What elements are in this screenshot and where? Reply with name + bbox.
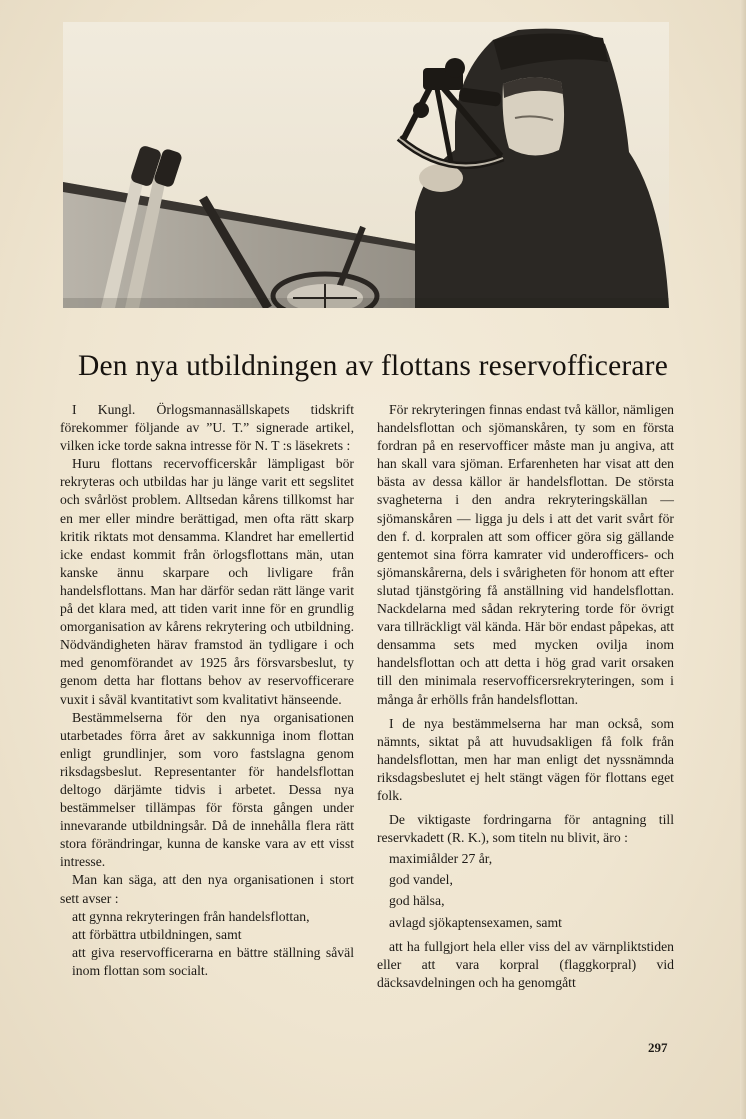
paragraph: Bestämmelserna för den nya organisationen utarbetades förra året av sakkunniga inom flottan enligt grundlinjer, som voro fastslagna genom riksdagsbeslut. Representanter för handelsflottan deltogo därjämte tidvis i arbetet. Dessa nya bestämmelser tillämpas för första gången under innevarande utbildningsår. Då de innehålla flera rätt stora förändringar, kunna de kanske vara av ett visst intresse. xyxy=(60,709,354,870)
right-column xyxy=(377,401,674,992)
paragraph: Huru flottans recervofficerskår lämpligast bör rekryteras och utbildas har ju länge varit ett segslitet och svårlöst problem. Alltsedan kårens tillkomst har en mer eller mindre berättigad, men ofta rätt skarp kritik riktats mot densamma. Klandret har emellertid icke endast kommit från örlogsflottans män, utan kanske ännu skarpare och livligare från handelsflottans. Man har därför sedan rätt länge varit på det klara med, att tiden varit inne för en grundlig omorganisation av kårens rekrytering och utbildning. Nödvändigheten härav framstod än tydligare i och med genomförandet av 1925 års försvarsbeslut, ty genom detta har flottans behov av reservofficerare vuxit i såväl kvantitativt som kvalitativt hänseende. xyxy=(60,456,354,707)
list-item: maximiålder 27 år, xyxy=(389,851,493,867)
sextant-officer-photo xyxy=(63,22,669,308)
page-number: 297 xyxy=(648,1040,668,1055)
photo-illustration xyxy=(63,22,669,308)
left-column xyxy=(60,401,354,980)
list-item: avlagd sjökaptensexamen, samt xyxy=(389,914,562,930)
list-item: god hälsa, xyxy=(389,893,445,909)
list-item: god vandel, xyxy=(389,872,453,888)
list-item: att förbättra utbildningen, samt xyxy=(72,926,242,942)
page-edge xyxy=(740,0,746,1119)
paragraph: att ha fullgjort hela eller viss del av värnpliktstiden eller att vara korpral (flaggkorpral) vid däcksavdelningen och ha genomgått xyxy=(377,938,674,990)
paragraph: Man kan säga, att den nya organisationen i stort sett avser : xyxy=(60,872,354,906)
list-item: att giva reservofficerarna en bättre ställning såväl inom flottan som socialt. xyxy=(72,944,354,978)
paragraph: De viktigaste fordringarna för antagning till reservkadett (R. K.), som titeln nu blivit, äro : xyxy=(377,812,674,846)
article-title: Den nya utbildningen av flottans reservofficerare xyxy=(77,350,669,382)
paragraph: För rekryteringen finnas endast två källor, nämligen handelsflottan och sjömanskåren, ty som en första fordran på en reservofficer måste man ju angiva, att han skall vara sjöman. Erfarenheten har visat att den bästa av dessa källor är handelsflottan. De största svagheterna i den andra rekryteringskällan — sjömanskåren — ligga ju dels i att det varit svårt för den f. d. korpralen att som officer göra sig gällande gentemot sina förra kamrater vid underofficers- och sjömanskårerna, dels i svårigheten för honom att efter slutad tjänstgöring få anställning vid handelsflottan. Nackdelarna med sådan rekrytering torde för övrigt vara tillräckligt väl kända. Här bör endast påpekas, att densamma sets med mycken ovilja inom handelsflottan och att detta i hög grad varit orsaken till den minimala reservofficersrekryteringen, som i många år erhölls från handelsflottan. xyxy=(377,402,674,707)
paragraph: I de nya bestämmelserna har man också, som nämnts, siktat på att huvudsakligen få folk från handelsflottan, men har man enligt det nyssnämnda riksdagsbeslutet ej helt stängt vägen för flottans eget folk. xyxy=(377,715,674,803)
paragraph: I Kungl. Örlogsmannasällskapets tidskrift förekommer följande av ”U. T.” signerade artikel, vilken icke torde sakna intresse för N. T :s läsekrets : xyxy=(60,402,354,454)
list-item: att gynna rekryteringen från handelsflottan, xyxy=(72,908,310,924)
